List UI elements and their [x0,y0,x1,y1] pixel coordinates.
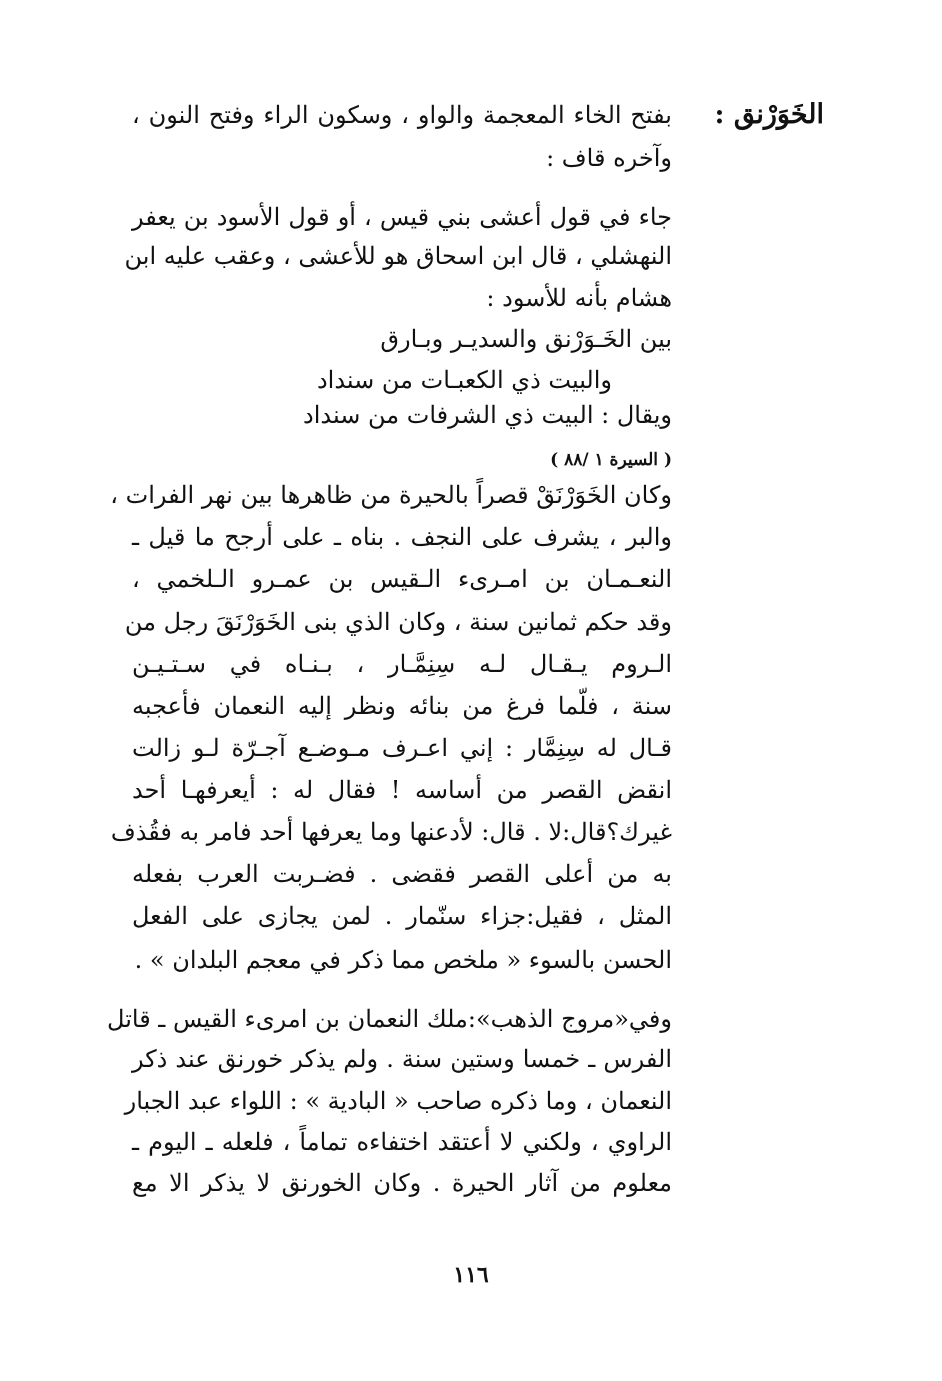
paragraph-line: وفي«مروج الذهب»:ملك النعمان بن امرىء القيس ـ قاتل [107,1005,672,1033]
paragraph-line: وقد حكم ثمانين سنة ، وكان الذي بنى الخَوَرْنَقَ رجل من [124,608,672,636]
paragraph-line: الـروم يـقـال لـه سِنِمَّـار ، بـنـاه في سـتـيـن [132,650,672,678]
paragraph-line: سنة ، فلّما فرغ من بنائه ونظر إليه النعمان فأعجبه [132,692,672,720]
paragraph-line: الحسن بالسوء « ملخص مما ذكر في معجم البلدان » . [134,946,672,974]
page-number: ١١٦ [453,1262,489,1288]
poem-line: بين الخَـوَرْنق والسديـر وبـارق [380,325,672,353]
paragraph-line: وكان الخَوَرْنَقْ قصراً بالحيرة من ظاهرها بين نهر الفرات ، [110,481,672,509]
paragraph-line: الفرس ـ خمسا وستين سنة . ولم يذكر خورنق عند ذكر [132,1045,672,1073]
paragraph-line: معلوم من آثار الحيرة . وكان الخورنق لا يذكر الا مع [132,1169,672,1197]
paragraph-line: النهشلي ، قال ابن اسحاق هو للأعشى ، وعقب عليه ابن [124,242,672,270]
paragraph-line: هشام بأنه للأسود : [486,284,672,312]
paragraph-line: جاء في قول أعشى بني قيس ، أو قول الأسود بن يعفر [132,203,672,231]
citation: ( السيرة ١ /٨٨ ) [550,450,672,470]
paragraph-line: قـال له سِنِمَّار : إني اعـرف مـوضـع آجـرّة لـو زالت [132,734,672,762]
paragraph-line: الراوي ، ولكني لا أعتقد اختفاءه تماماً ، فلعله ـ اليوم ـ [132,1128,672,1156]
poem-line: ويقال : البيت ذي الشرفات من سنداد [303,401,672,429]
poem-line: والبيت ذي الكعبـات من سنداد [316,366,612,394]
paragraph-line: غيرك؟قال:لا . قال: لأدعنها وما يعرفها أحد فامر به فقُذف [110,818,672,846]
paragraph-line: المثل ، فقيل:جزاء سنّمار . لمن يجازى على الفعل [132,902,672,930]
paragraph-line: النعمان ، وما ذكره صاحب « البادية » : اللواء عبد الجبار [124,1087,672,1115]
entry-headword: الخَوَرْنق : [714,99,824,130]
definition-line: وآخره قاف : [546,144,672,172]
definition-line: بفتح الخاء المعجمة والواو ، وسكون الراء وفتح النون ، [132,101,672,129]
paragraph-line: به من أعلى القصر فقضى . فضـربت العرب بفعله [132,860,672,888]
paragraph-line: النعـمـان بن امـرىء الـقيس بن عمـرو الـلخمي ، [132,565,672,593]
paragraph-line: والبر ، يشرف على النجف . بناه ـ على أرجح ما قيل ـ [132,523,672,551]
paragraph-line: انقض القصر من أساسه ! فقال له : أيعرفهـا أحد [132,776,672,804]
